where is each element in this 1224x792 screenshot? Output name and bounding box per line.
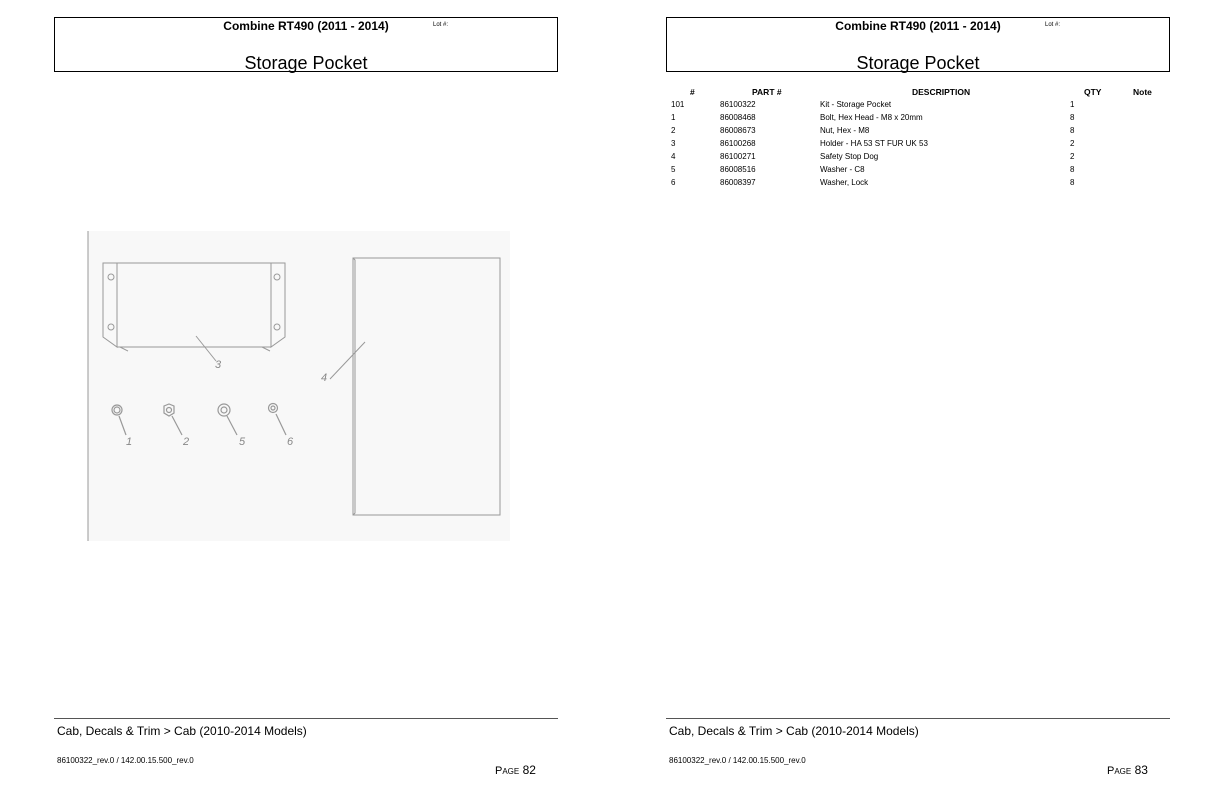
- parts-diagram: [86, 229, 512, 543]
- table-cell: 86008516: [720, 165, 756, 174]
- header-subtitle: Storage Pocket: [244, 53, 368, 73]
- column-header: DESCRIPTION: [912, 87, 971, 97]
- table-cell: 86100268: [720, 139, 756, 148]
- table-cell: 8: [1070, 113, 1075, 122]
- table-cell: Holder - HA 53 ST FUR UK 53: [820, 139, 928, 148]
- footer-rule: [54, 718, 558, 719]
- page-header: [54, 17, 558, 72]
- header-title: Combine RT490 (2011 - 2014): [223, 19, 389, 33]
- table-row: [668, 100, 1168, 113]
- page-word: Page: [1107, 765, 1132, 777]
- lot-label: Lot #:: [433, 22, 449, 28]
- table-cell: 2: [1070, 139, 1075, 148]
- footer-breadcrumb: Cab, Decals & Trim > Cab (2010-2014 Models): [669, 724, 919, 738]
- table-cell: 101: [671, 100, 685, 109]
- table-cell: 2: [671, 126, 676, 135]
- callout-3: 3: [215, 359, 222, 371]
- table-cell: 8: [1070, 178, 1075, 187]
- table-header: [668, 87, 1168, 100]
- table-cell: 4: [671, 152, 676, 161]
- table-row: [668, 126, 1168, 139]
- page-header: [666, 17, 1170, 72]
- table-cell: 5: [671, 165, 676, 174]
- callout-2: 2: [183, 436, 190, 448]
- page-number: [1107, 763, 1148, 777]
- footer-rule: [666, 718, 1170, 719]
- column-header: #: [690, 87, 695, 97]
- table-cell: 6: [671, 178, 676, 187]
- table-cell: 2: [1070, 152, 1075, 161]
- table-cell: 86100271: [720, 152, 756, 161]
- table-cell: Washer - C8: [820, 165, 865, 174]
- callout-6: 6: [287, 436, 294, 448]
- table-cell: 86008468: [720, 113, 756, 122]
- table-cell: 86008673: [720, 126, 756, 135]
- table-cell: Safety Stop Dog: [820, 152, 879, 161]
- parts-table: [668, 87, 1168, 191]
- callout-1: 1: [126, 436, 133, 448]
- table-body: [668, 100, 1168, 191]
- page-number-value: 83: [1134, 763, 1148, 777]
- callout-5: 5: [239, 436, 246, 448]
- page-number: [495, 763, 536, 777]
- table-cell: 86008397: [720, 178, 756, 187]
- column-header: PART #: [752, 87, 782, 97]
- table-row: [668, 113, 1168, 126]
- table-cell: Kit - Storage Pocket: [820, 100, 892, 109]
- lot-label: Lot #:: [1045, 22, 1061, 28]
- table-cell: 8: [1070, 126, 1075, 135]
- header-title: Combine RT490 (2011 - 2014): [835, 19, 1001, 33]
- column-header: QTY: [1084, 87, 1102, 97]
- callout-4: 4: [321, 372, 328, 384]
- footer-revision: 86100322_rev.0 / 142.00.15.500_rev.0: [57, 756, 194, 765]
- table-cell: 8: [1070, 165, 1075, 174]
- table-cell: 86100322: [720, 100, 756, 109]
- table-cell: Nut, Hex - M8: [820, 126, 870, 135]
- header-subtitle: Storage Pocket: [856, 53, 980, 73]
- table-row: [668, 152, 1168, 165]
- table-cell: 1: [1070, 100, 1075, 109]
- table-cell: Washer, Lock: [820, 178, 869, 187]
- table-row: [668, 139, 1168, 152]
- page-word: Page: [495, 765, 520, 777]
- footer-breadcrumb: Cab, Decals & Trim > Cab (2010-2014 Models): [57, 724, 307, 738]
- table-row: [668, 165, 1168, 178]
- table-cell: 3: [671, 139, 676, 148]
- table-cell: 1: [671, 113, 676, 122]
- table-row: [668, 178, 1168, 191]
- table-cell: Bolt, Hex Head - M8 x 20mm: [820, 113, 923, 122]
- page-number-value: 82: [522, 763, 536, 777]
- column-header: Note: [1133, 87, 1152, 97]
- footer-revision: 86100322_rev.0 / 142.00.15.500_rev.0: [669, 756, 806, 765]
